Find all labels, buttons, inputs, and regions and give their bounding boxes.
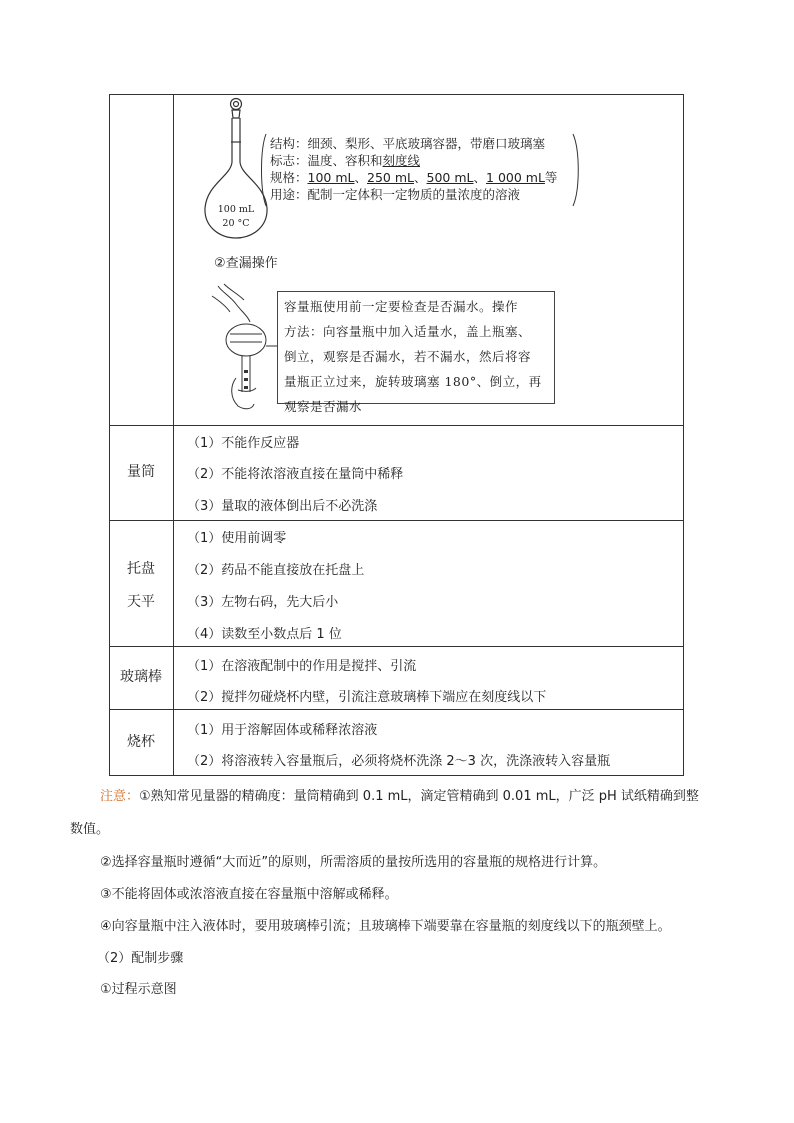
section-heading: （2）配制步骤 [97,951,184,966]
flask-mark [270,151,420,169]
list-item: （2）药品不能直接放在托盘上 [187,563,365,578]
flask-mark-underlined: 刻度线 [382,153,421,168]
row-name-glass-rod: 玻璃棒 [120,669,162,685]
text-line: 容量瓶使用前一定要检查是否漏水。操作 [284,299,519,314]
table-top-border [109,94,684,95]
row-name-measuring-cylinder: 量筒 [127,464,155,480]
text-line: 观察是否漏水 [284,399,363,414]
section-subheading: ①过程示意图 [100,982,177,997]
list-item: （2）将溶液转入容量瓶后，必须将烧杯洗涤 2～3 次，洗涤液转入容量瓶 [187,754,611,769]
list-item: （1）用于溶解固体或稀释浓溶液 [187,723,378,738]
leak-check-illustration [208,282,280,414]
list-item: （2）不能将浓溶液直接在量筒中稀释 [187,467,404,482]
list-item: （3）量取的液体倒出后不必洗涤 [187,499,378,514]
spec-separator: 、 [414,170,427,185]
flask-mark-prefix: 标志：温度、容积和 [270,153,383,168]
flask-spec [270,168,557,186]
leak-check-textbox [277,291,555,414]
list-item: （3）左物右码，先大后小 [187,595,339,610]
flask-spec-value: 500 mL [426,170,474,185]
flask-structure: 结构：细颈、梨形、平底玻璃容器，带磨口玻璃塞 [270,136,546,151]
flask-label-temp: 20 °C [222,218,250,229]
note-3: ③不能将固体或浓溶液直接在容量瓶中溶解或稀释。 [100,887,398,902]
flask-spec-suffix: 等 [544,170,558,185]
spec-separator: 、 [354,170,368,185]
leak-check-title: ②查漏操作 [214,256,278,271]
row-name-balance-line1: 托盘 [127,561,155,577]
row-divider [109,709,684,710]
flask-spec-value: 250 mL [367,170,414,185]
flask-usage: 用途：配制一定体积一定物质的量浓度的溶液 [270,187,521,202]
note-2: ②选择容量瓶时遵循“大而近”的原则，所需溶质的量按所选用的容量瓶的规格进行计算。 [100,855,607,870]
text-line: 方法：向容量瓶中加入适量水，盖上瓶塞、 [284,324,532,339]
spec-separator: 、 [473,170,487,185]
note-4: ④向容量瓶中注入液体时，要用玻璃棒引流；且玻璃棒下端要靠在容量瓶的刻度线以下的瓶颈壁上。 [100,919,671,934]
note-1-continued: 数值。 [70,822,110,837]
row-divider [109,425,684,426]
flask-label-volume: 100 mL [217,204,255,215]
table-right-border [683,94,684,776]
list-item: （1）使用前调零 [187,531,287,546]
list-item: （1）不能作反应器 [187,436,300,451]
list-item: （2）搅拌勿碰烧杯内壁，引流注意玻璃棒下端应在刻度线以下 [187,690,547,705]
flask-spec-prefix: 规格： [270,170,308,185]
table-bottom-border [109,775,684,776]
flask-spec-value: 100 mL [307,170,355,185]
column-divider [173,94,174,776]
note-label: 注意： [100,789,140,804]
text-line: 倒立，观察是否漏水，若不漏水，然后将容 [284,349,532,364]
row-name-balance-line2: 天平 [127,594,155,610]
text-line: 量瓶正立过来，旋转玻璃塞 180°、倒立，再 [284,374,542,389]
hand-holding-flask-icon [212,284,278,409]
list-item: （4）读数至小数点后 1 位 [187,627,342,642]
note-1-text: ①熟知常见量器的精确度：量筒精确到 0.1 mL，滴定管精确到 0.01 mL，广泛 pH 试纸精确到整 [139,789,699,804]
flask-spec-value: 1 000 mL [486,170,545,185]
row-divider [109,520,684,521]
row-name-beaker: 烧杯 [127,734,155,750]
list-item: （1）在溶液配制中的作用是搅拌、引流 [187,659,417,674]
row-divider [109,646,684,647]
note-1 [100,785,699,804]
